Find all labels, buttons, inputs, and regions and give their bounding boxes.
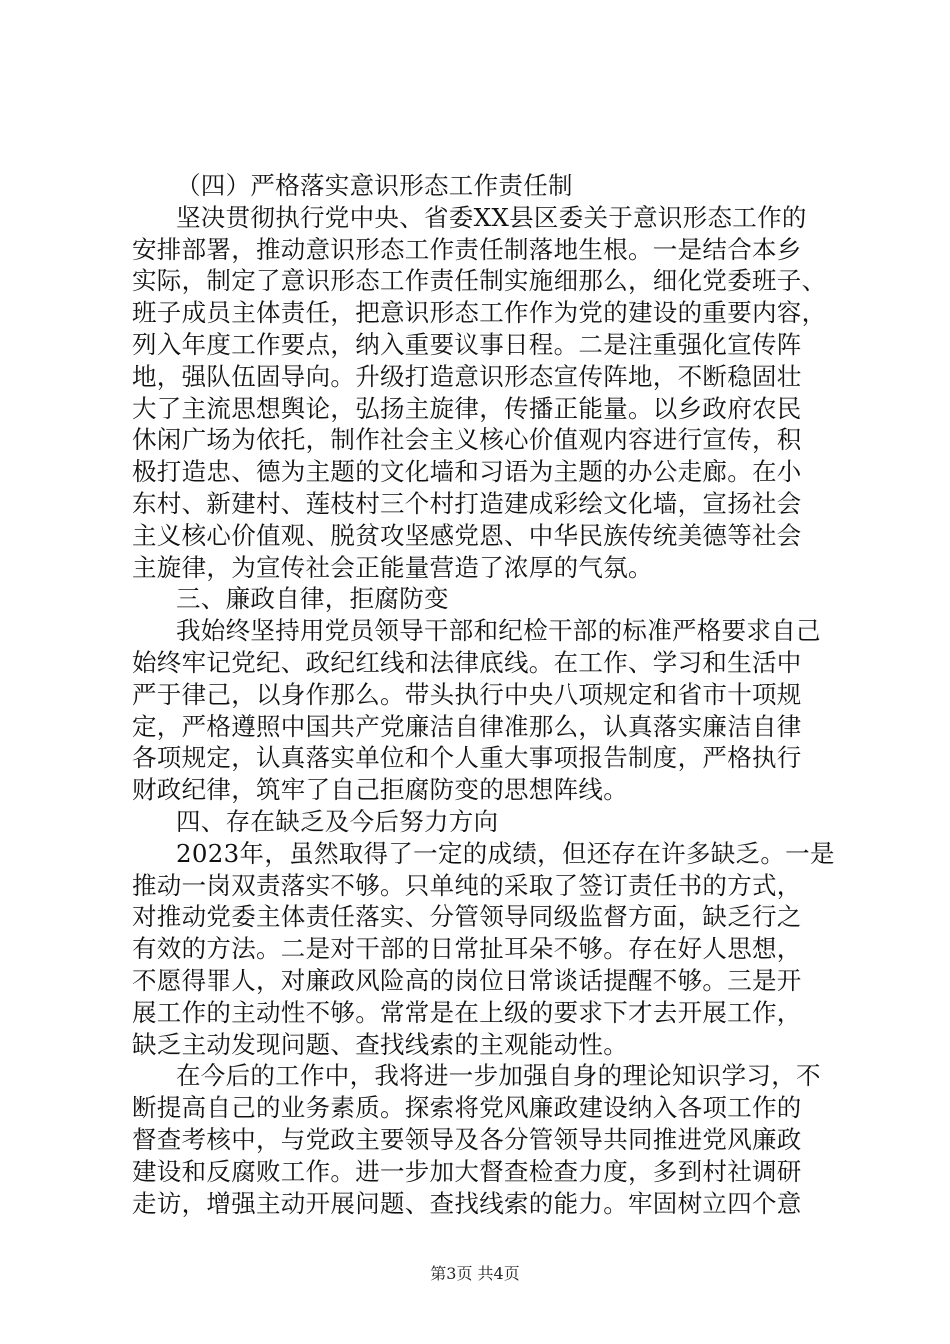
text-line: 大了主流思想舆论，弘扬主旋律，传播正能量。以乡政府农民 <box>132 393 802 423</box>
text-line: 主义核心价值观、脱贫攻坚感党恩、中华民族传统美德等社会 <box>132 520 802 550</box>
text-line: 缺乏主动发现问题、查找线索的主观能动性。 <box>132 1029 628 1059</box>
text-line: 坚决贯彻执行党中央、省委XX县区委关于意识形态工作的 <box>176 202 807 232</box>
text-line: 三、廉政自律，拒腐防变 <box>176 584 449 614</box>
text-line: 始终牢记党纪、政纪红线和法律底线。在工作、学习和生活中 <box>132 647 802 677</box>
text-line: 断提高自己的业务素质。探索将党风廉政建设纳入各项工作的 <box>132 1093 802 1123</box>
text-line: 展工作的主动性不够。常常是在上级的要求下才去开展工作， <box>132 997 802 1027</box>
text-line: 不愿得罪人，对廉政风险高的岗位日常谈话提醒不够。三是开 <box>132 965 802 995</box>
text-line: 督查考核中，与党政主要领导及各分管领导共同推进党风廉政 <box>132 1124 802 1154</box>
text-line: 2023年，虽然取得了一定的成绩，但还存在许多缺乏。一是 <box>176 838 835 868</box>
text-line: 我始终坚持用党员领导干部和纪检干部的标准严格要求自己 <box>176 616 821 646</box>
text-line: 东村、新建村、莲枝村三个村打造建成彩绘文化墙，宣扬社会 <box>132 488 802 518</box>
text-line: （四）严格落实意识形态工作责任制 <box>176 171 573 200</box>
text-line: 建设和反腐败工作。进一步加大督查检查力度，多到村社调研 <box>132 1156 802 1186</box>
text-line: 安排部署，推动意识形态工作责任制落地生根。一是结合本乡 <box>132 234 802 264</box>
text-line: 地，强队伍固导向。升级打造意识形态宣传阵地，不断稳固壮 <box>132 361 802 391</box>
text-line: 对推动党委主体责任落实、分管领导同级监督方面，缺乏行之 <box>132 902 802 932</box>
text-line: 走访，增强主动开展问题、查找线索的能力。牢固树立四个意 <box>132 1188 802 1218</box>
text-line: 在今后的工作中，我将进一步加强自身的理论知识学习，不 <box>176 1061 821 1091</box>
text-line: 财政纪律，筑牢了自己拒腐防变的思想阵线。 <box>132 775 628 805</box>
text-line: 有效的方法。二是对干部的日常扯耳朵不够。存在好人思想， <box>132 934 802 964</box>
text-line: 定，严格遵照中国共产党廉洁自律准那么，认真落实廉洁自律 <box>132 711 802 741</box>
text-line: 极打造忠、德为主题的文化墙和习语为主题的办公走廊。在小 <box>132 457 802 487</box>
text-line: 实际，制定了意识形态工作责任制实施细那么，细化党委班子、 <box>132 266 827 296</box>
page-footer: 第3页 共4页 <box>430 1264 520 1283</box>
text-line: 四、存在缺乏及今后努力方向 <box>176 806 499 836</box>
text-line: 班子成员主体责任，把意识形态工作作为党的建设的重要内容， <box>132 298 827 328</box>
text-line: 主旋律，为宣传社会正能量营造了浓厚的气氛。 <box>132 552 653 582</box>
text-line: 严于律己，以身作那么。带头执行中央八项规定和省市十项规 <box>132 679 802 709</box>
text-line: 推动一岗双责落实不够。只单纯的采取了签订责任书的方式， <box>132 870 802 900</box>
text-line: 各项规定，认真落实单位和个人重大事项报告制度，严格执行 <box>132 743 802 773</box>
text-line: 列入年度工作要点，纳入重要议事日程。二是注重强化宣传阵 <box>132 329 802 359</box>
document-body <box>132 170 835 1219</box>
text-line: 休闲广场为依托，制作社会主义核心价值观内容进行宣传，积 <box>132 425 802 455</box>
